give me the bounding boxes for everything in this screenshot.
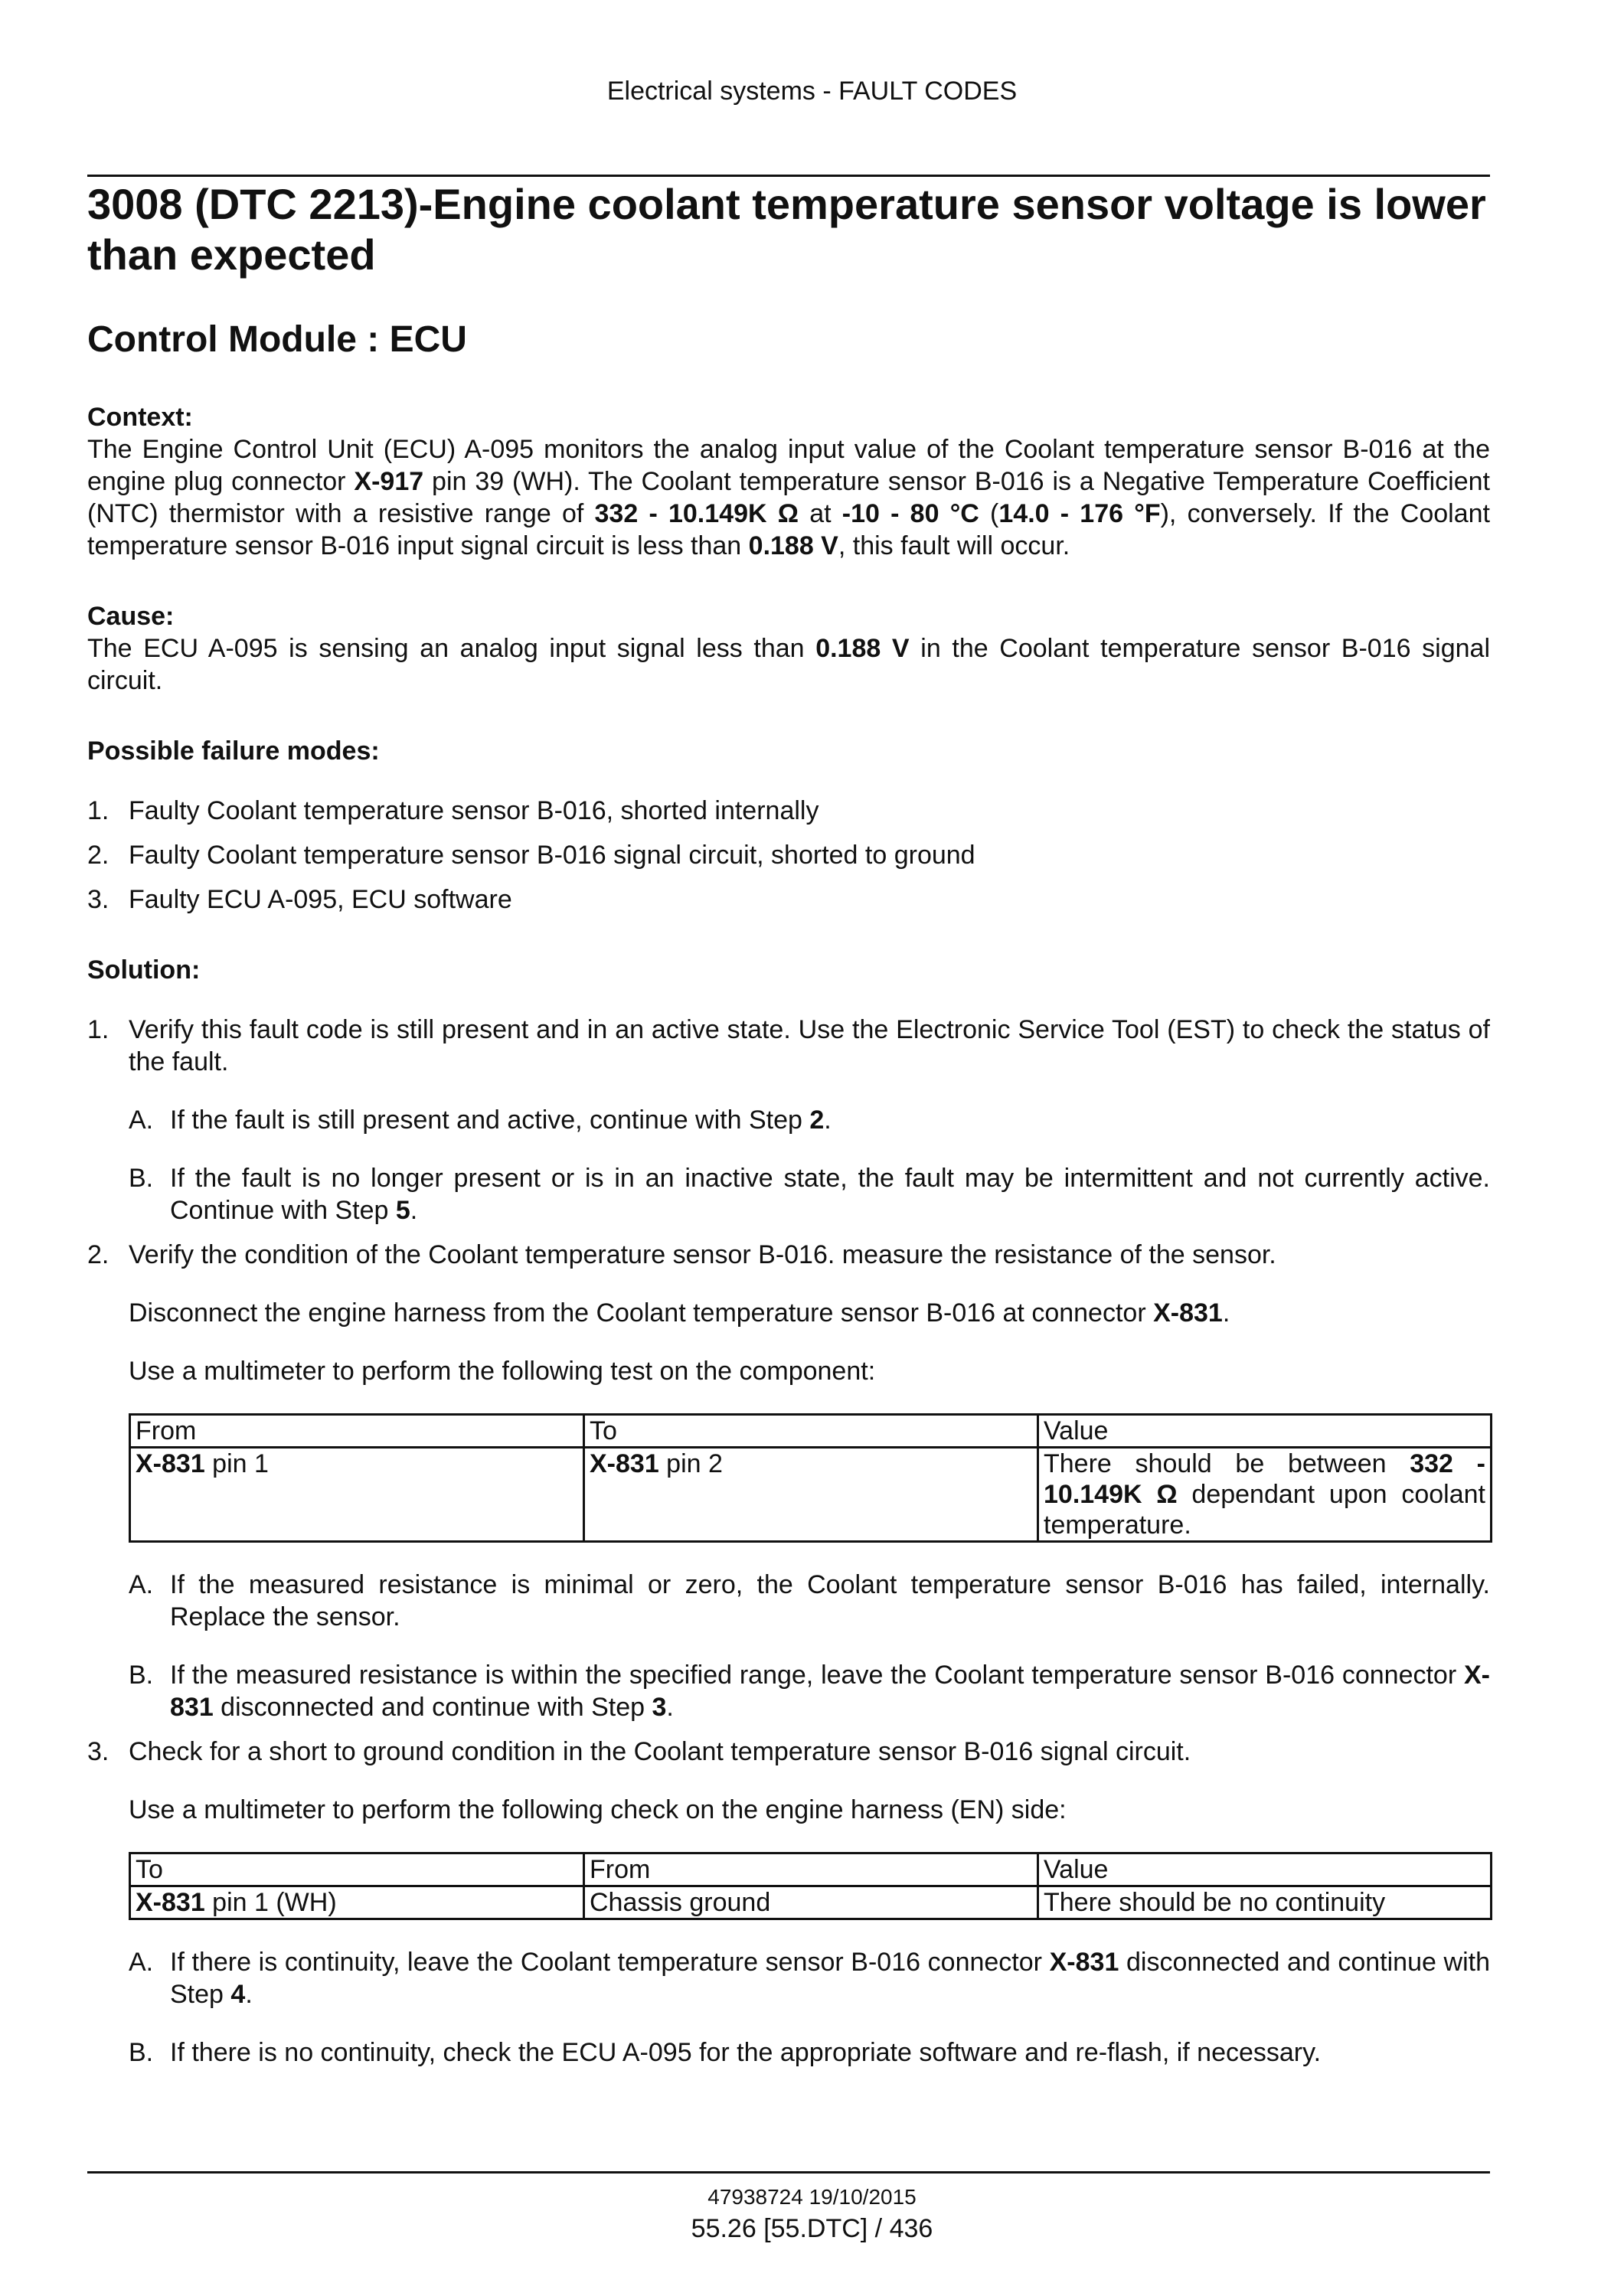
context-text: at [799,499,842,528]
control-module-value: ECU [389,319,467,360]
step-ref: 4 [230,1980,246,2009]
table-header-row [130,1415,1492,1448]
cause-text: in the Coolant temperature sensor B-016 signal circuit. [87,634,1490,695]
option-text: If the fault is still present and active, continue with Step [170,1106,810,1135]
cause-paragraph [87,632,1490,697]
connector-ref: X-917 [354,467,424,496]
header-rule [87,175,1490,177]
instruction-text: . [1222,1298,1230,1328]
option-text: If the measured resistance is minimal or zero, the Coolant temperature sensor B-016 has failed, internally. Replace the sensor. [170,1570,1490,1631]
resistance-test-table [129,1413,1492,1543]
list-item [87,795,1490,827]
step-2-instruction [129,1297,1490,1329]
option-text: disconnected and continue with Step [170,1948,1490,2009]
step-ref: 3 [652,1693,667,1722]
option-b [129,2036,1490,2069]
page-reference: 55.26 [55.DTC] / 436 [691,2214,933,2243]
page-title: 3008 (DTC 2213)-Engine coolant temperature sensor voltage is lower than expected [87,180,1486,279]
solution-steps [87,1014,1490,2069]
context-text: The Engine Control Unit (ECU) A-095 monitors the analog input value of the Coolant temperature sensor B-016 at the engine plug connector [87,435,1490,496]
step-text: Check for a short to ground condition in the Coolant temperature sensor B-016 signal circuit. [129,1737,1191,1766]
option-a [129,1104,1490,1136]
step-number: 3. [87,1737,109,1766]
cell-text: dependant upon coolant temperature. [1044,1480,1485,1540]
option-text: If the fault is no longer present or is in an inactive state, the fault may be intermittent and not currently active. Continue with Step [170,1164,1490,1225]
option-text: disconnected and continue with Step [213,1693,652,1722]
list-item-text: Faulty ECU A-095, ECU software [129,885,512,914]
column-header: Value [1038,1853,1492,1886]
step-ref: 5 [395,1196,410,1225]
table-cell [1038,1448,1492,1542]
connector-ref: X-831 [136,1449,205,1478]
table-header-row [130,1853,1492,1886]
step-1-options [129,1104,1490,1226]
continuity-check-table [129,1852,1492,1920]
list-number: 3. [87,885,109,914]
connector-ref: X-831 [136,1888,205,1917]
cell-text: There should be between [1044,1449,1410,1478]
option-letter: B. [129,1661,154,1690]
table-row [130,1886,1492,1919]
temperature-range-c: -10 - 80 °C [841,499,979,528]
column-header: To [130,1853,584,1886]
option-b [129,1659,1490,1723]
option-letter: A. [129,1948,154,1977]
voltage-threshold: 0.188 V [748,531,838,560]
cell-text: pin 1 [204,1449,269,1478]
column-header: To [584,1415,1038,1448]
step-2-test-intro: Use a multimeter to perform the following test on the component: [129,1357,876,1386]
step-number: 2. [87,1240,109,1269]
context-label: Context: [87,403,193,432]
connector-ref: X-831 [1153,1298,1223,1328]
footer-rule [87,2171,1490,2174]
list-item [87,883,1490,916]
context-text: ), conversely. If the Coolant temperature sensor B-016 input signal circuit is less than [87,499,1490,560]
column-header: Value [1038,1415,1492,1448]
step-number: 1. [87,1015,109,1044]
voltage-threshold: 0.188 V [815,634,910,663]
list-item-text: Faulty Coolant temperature sensor B-016 signal circuit, shorted to ground [129,841,975,870]
step-text: Verify the condition of the Coolant temperature sensor B-016. measure the resistance of the sensor. [129,1240,1276,1269]
list-number: 2. [87,841,109,870]
list-number: 1. [87,796,109,825]
step-text: Verify this fault code is still present and in an active state. Use the Electronic Service Tool (EST) to check the status of the fault. [129,1015,1490,1076]
table-cell [584,1448,1038,1542]
option-b [129,1162,1490,1226]
cause-label: Cause: [87,602,175,631]
option-text: . [410,1196,418,1225]
context-paragraph [87,433,1490,562]
list-item-text: Faulty Coolant temperature sensor B-016, shorted internally [129,796,819,825]
option-text: If there is no continuity, check the ECU A-095 for the appropriate software and re-flash, if necessary. [170,2038,1322,2067]
option-letter: B. [129,2038,154,2067]
control-module-heading [87,317,1490,363]
table-row [130,1448,1492,1542]
option-text: . [666,1693,674,1722]
failure-modes-label: Possible failure modes: [87,736,380,766]
option-a [129,1946,1490,2010]
connector-ref: X-831 [590,1449,659,1478]
context-text: ( [979,499,999,528]
document-code: 47938724 19/10/2015 [707,2185,917,2209]
option-text: . [824,1106,832,1135]
failure-modes-list [87,795,1490,916]
resistance-range: 332 - 10.149K Ω [1044,1449,1485,1509]
option-letter: A. [129,1570,154,1599]
option-a [129,1569,1490,1633]
column-header: From [584,1853,1038,1886]
solution-step-1 [87,1014,1490,1226]
running-header: Electrical systems - FAULT CODES [606,77,1018,106]
table-cell [130,1448,584,1542]
option-letter: B. [129,1164,154,1193]
temperature-range-f: 14.0 - 176 °F [998,499,1161,528]
solution-step-2 [87,1239,1490,1723]
step-2-options [129,1569,1490,1723]
step-ref: 2 [809,1106,825,1135]
list-item [87,839,1490,871]
control-module-label: Control Module : [87,319,380,360]
page-content [87,179,1490,2081]
solution-label: Solution: [87,955,201,985]
connector-ref: X-831 [1049,1948,1119,1977]
context-text: , this fault will occur. [838,531,1070,560]
step-3-check-intro: Use a multimeter to perform the following check on the engine harness (EN) side: [129,1795,1067,1824]
context-text: pin 39 (WH). The Coolant temperature sensor B-016 is a Negative Temperature Coefficient (NTC) thermistor with a resistive range of [87,467,1490,528]
cell-text: pin 1 (WH) [204,1888,337,1917]
solution-step-3 [87,1736,1490,2069]
instruction-text: Disconnect the engine harness from the Coolant temperature sensor B-016 at connector [129,1298,1154,1328]
cause-text: The ECU A-095 is sensing an analog input signal less than [87,634,816,663]
step-3-options [129,1946,1490,2069]
option-text: If the measured resistance is within the specified range, leave the Coolant temperature sensor B-016 connector [170,1661,1464,1690]
column-header: From [130,1415,584,1448]
resistance-range: 332 - 10.149K Ω [594,499,799,528]
table-cell [130,1886,584,1919]
cell-text: pin 2 [658,1449,723,1478]
table-cell: Chassis ground [584,1886,1038,1919]
table-cell: There should be no continuity [1038,1886,1492,1919]
option-text: If there is continuity, leave the Coolant temperature sensor B-016 connector [170,1948,1050,1977]
option-letter: A. [129,1106,154,1135]
option-text: . [245,1980,253,2009]
connector-ref: X-831 [170,1661,1490,1722]
